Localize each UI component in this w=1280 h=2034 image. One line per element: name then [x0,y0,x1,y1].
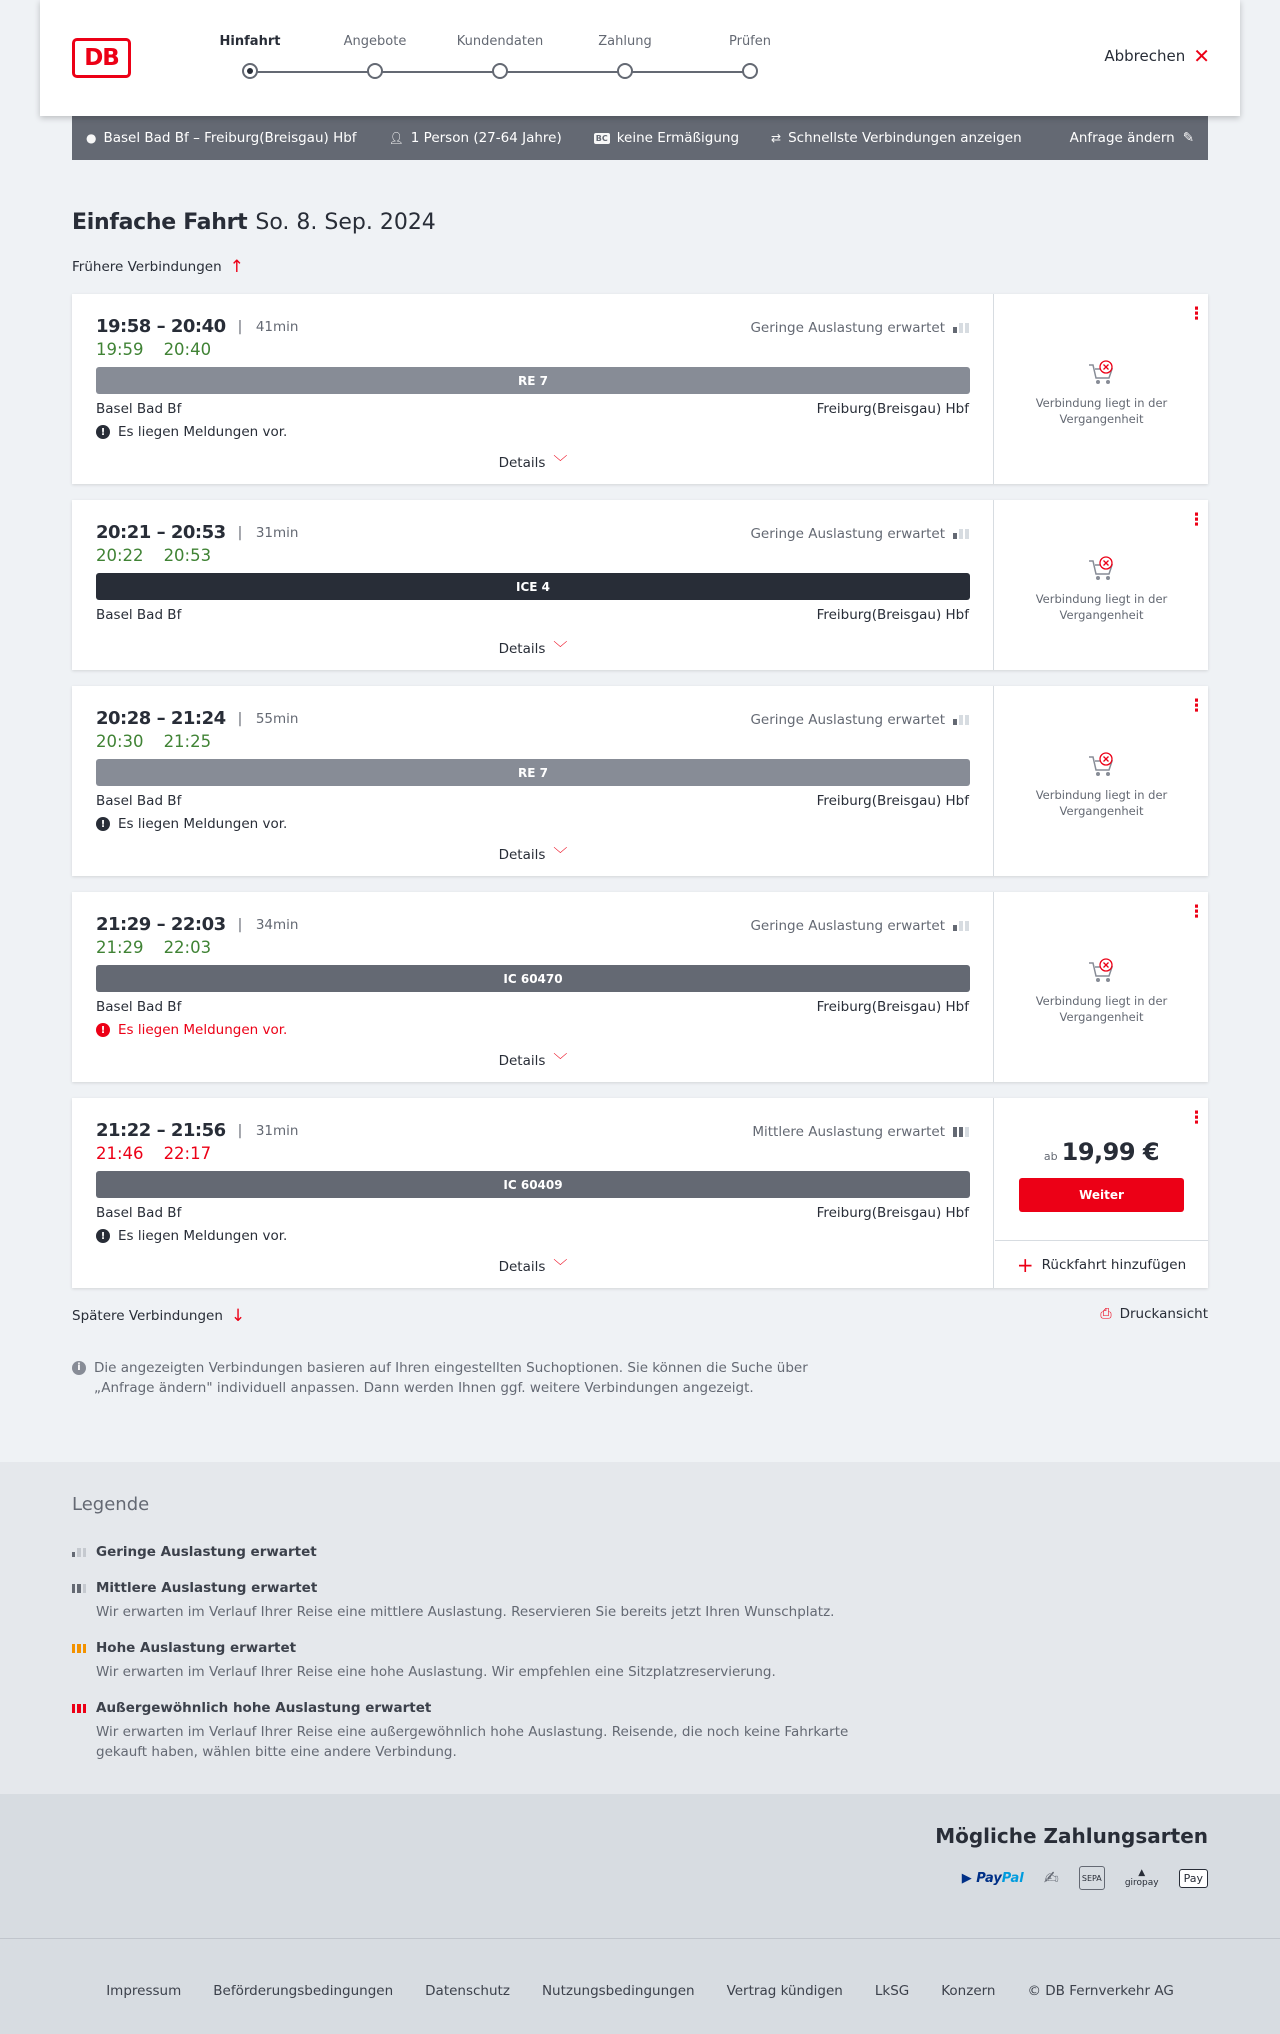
time-range: 20:28 – 21:24 [96,708,226,729]
realtime-times [96,546,231,565]
print-view-link[interactable] [1100,1306,1208,1322]
close-icon: ✕ [1193,44,1210,68]
passenger-text: 1 Person (27-64 Jahre) [410,130,562,146]
chevron-down-icon: ﹀ [553,1259,568,1275]
cart-unavailable-icon [1085,359,1117,387]
train-bar[interactable] [96,367,970,394]
separator: | [237,524,242,541]
load-low-icon [72,1548,86,1557]
pencil-icon: ✎ [1182,130,1194,146]
price-prefix: ab [1043,1150,1058,1163]
realtime-times [96,340,231,359]
load-high-icon [72,1644,86,1653]
details-label: Details [498,1053,546,1069]
past-connection-note: Verbindung liegt in der Vergangenheit [1035,592,1168,622]
notice [96,1022,287,1038]
paypal-icon: ▶ PayPal [961,1870,1024,1886]
legend-item-desc: Wir erwarten im Verlauf Ihrer Reise eine außergewöhnlich hohe Auslastung. Reisende, die noch keine Fahrkarte gekauft haben, wählen bitte eine andere Verbindung. [96,1724,849,1760]
step-pruefen [690,34,810,54]
footer-copyright: © DB Fernverkehr AG [1027,1983,1174,1999]
departure-station: Basel Bad Bf [96,1205,182,1221]
step-label: Angebote [343,34,407,49]
load-indicator-icon [953,1127,969,1137]
footer-link-datenschutz[interactable]: Datenschutz [425,1983,510,1999]
details-label: Details [498,641,546,657]
step-angebote [315,34,435,54]
info-icon: i [72,1361,86,1375]
legend-section [0,1462,1280,1794]
notice-text: Es liegen Meldungen vor. [118,816,288,832]
paypal-text-b: Pal [1001,1870,1024,1886]
arrival-station: Freiburg(Breisgau) Hbf [816,607,969,623]
train-name: IC 60409 [503,1177,563,1192]
load-forecast [750,918,969,934]
step-label: Hinfahrt [219,34,281,49]
step-kundendaten [440,34,560,54]
more-options-icon[interactable]: ⋮ [1188,1108,1205,1128]
change-request-button[interactable] [1070,130,1194,146]
realtime-departure: 19:59 [96,340,144,359]
load-indicator-icon [953,529,969,539]
person-icon: 👤︎ [388,131,404,145]
time-range: 20:21 – 20:53 [96,522,226,543]
load-text: Geringe Auslastung erwartet [750,320,945,336]
arrow-up-icon: ↑ [229,257,244,277]
legend-item-high [72,1640,856,1682]
step-dot [742,63,758,79]
route-text: Basel Bad Bf – Freiburg(Breisgau) Hbf [103,130,357,146]
departure-station: Basel Bad Bf [96,401,182,417]
later-label: Spätere Verbindungen [72,1308,223,1324]
load-very-high-icon [72,1704,86,1713]
footer-link-kuendigen[interactable]: Vertrag kündigen [726,1983,843,1999]
alert-icon: ! [96,425,110,439]
legend-item-title: Mittlere Auslastung erwartet [96,1580,318,1596]
step-zahlung [565,34,685,54]
realtime-times [96,1144,231,1163]
sepa-icon: SEPA [1079,1866,1105,1890]
scheduled-times [96,522,298,543]
separator: | [237,318,242,335]
past-connection-note: Verbindung liegt in der Vergangenheit [1035,396,1168,426]
details-toggle[interactable] [72,452,994,472]
realtime-arrival: 20:40 [163,340,212,359]
time-range: 21:29 – 22:03 [96,914,226,935]
connection-card [72,892,1208,1082]
realtime-departure: 21:29 [96,938,144,957]
footer-link-befoerderung[interactable]: Beförderungsbedingungen [213,1983,394,1999]
details-label: Details [498,1259,546,1275]
info-text: Die angezeigten Verbindungen basieren auf Ihren eingestellten Suchoptionen. Sie können die Suche über „Anfrage ändern" individuell anpassen. Dann werden Ihnen ggf. weitere Verbindungen angezeigt. [94,1360,808,1396]
connection-card [72,686,1208,876]
credit-card-icon: ✍ [1043,1867,1059,1889]
legend-item-title: Hohe Auslastung erwartet [96,1640,297,1656]
chevron-down-icon: ﹀ [553,847,568,863]
arrival-station: Freiburg(Breisgau) Hbf [816,793,969,809]
more-options-icon[interactable]: ⋮ [1188,304,1205,324]
connection-details-area [72,500,994,670]
duration: 34min [255,916,299,933]
offer-area [995,892,1208,1082]
realtime-arrival: 21:25 [163,732,212,751]
details-label: Details [498,455,546,471]
details-toggle[interactable] [72,638,994,658]
earlier-label: Frühere Verbindungen [72,259,222,275]
realtime-times [96,732,231,751]
step-dot [617,63,633,79]
fastest-text: Schnellste Verbindungen anzeigen [788,130,1022,146]
legend-title: Legende [72,1494,150,1515]
chevron-down-icon: ﹀ [553,641,568,657]
legend-item-desc: Wir erwarten im Verlauf Ihrer Reise eine mittlere Auslastung. Reservieren Sie bereits jetzt Ihren Wunschplatz. [96,1604,835,1620]
legend-item-medium [72,1580,856,1622]
notice-text: Es liegen Meldungen vor. [118,1022,288,1038]
site-footer [0,1938,1280,2034]
load-indicator-icon [953,921,969,931]
continue-button[interactable]: Weiter [1019,1178,1184,1212]
train-name: RE 7 [518,765,548,780]
realtime-times [96,938,231,957]
notice [96,816,287,832]
cart-unavailable-icon [1085,555,1117,583]
time-range: 19:58 – 20:40 [96,316,226,337]
connection-card [72,294,1208,484]
footer-link-impressum[interactable]: Impressum [106,1983,182,1999]
connection-card [72,1098,1208,1288]
load-indicator-icon [953,323,969,333]
booking-header [40,0,1240,116]
arrival-station: Freiburg(Breisgau) Hbf [816,999,969,1015]
load-medium-icon [72,1584,86,1593]
connection-details-area [72,686,994,876]
later-connections-link[interactable] [72,1306,245,1326]
scheduled-times [96,914,298,935]
details-toggle[interactable] [72,844,994,864]
info-note [72,1358,852,1398]
cancel-label: Abbrechen [1104,47,1186,65]
load-forecast [750,712,969,728]
arrival-station: Freiburg(Breisgau) Hbf [816,1205,969,1221]
train-bar[interactable] [96,1171,970,1198]
cart-unavailable-icon [1085,751,1117,779]
price-value: 19,99 € [1061,1138,1160,1166]
past-connection-note: Verbindung liegt in der Vergangenheit [1035,994,1168,1024]
past-connection-note: Verbindung liegt in der Vergangenheit [1035,788,1168,818]
payment-methods-section [0,1794,1280,1938]
realtime-arrival: 20:53 [163,546,212,565]
chevron-down-icon: ﹀ [553,1053,568,1069]
load-text: Mittlere Auslastung erwartet [752,1124,945,1140]
departure-station: Basel Bad Bf [96,607,182,623]
add-return-label: Rückfahrt hinzufügen [1041,1256,1187,1273]
swap-icon: ⇄ [771,131,782,145]
duration: 41min [255,318,299,335]
notice [96,1228,287,1244]
route-summary [86,130,357,146]
more-options-icon[interactable]: ⋮ [1188,696,1205,716]
time-range: 21:22 – 21:56 [96,1120,226,1141]
duration: 31min [255,524,299,541]
notice-text: Es liegen Meldungen vor. [118,424,288,440]
realtime-departure: 20:30 [96,732,144,751]
realtime-arrival: 22:17 [163,1144,212,1163]
realtime-departure: 20:22 [96,546,144,565]
connection-details-area [72,294,994,484]
search-summary-bar [72,116,1208,160]
connection-card [72,500,1208,670]
details-label: Details [498,847,546,863]
alert-icon: ! [96,1229,110,1243]
train-name: IC 60470 [503,971,563,986]
legend-item-title: Geringe Auslastung erwartet [96,1544,317,1560]
separator: | [237,916,242,933]
separator: | [237,710,242,727]
offer-area [995,686,1208,876]
more-options-icon[interactable]: ⋮ [1188,510,1205,530]
add-return-button[interactable] [995,1240,1208,1288]
notice [96,424,287,440]
page-title [72,210,436,235]
location-pin-icon: ● [86,131,97,145]
discount-summary [594,130,739,146]
step-label: Prüfen [728,34,771,49]
realtime-arrival: 22:03 [163,938,212,957]
apple-pay-icon [1179,1869,1208,1888]
load-text: Geringe Auslastung erwartet [750,712,945,728]
progress-steps [200,34,771,84]
duration: 31min [255,1122,299,1139]
giropay-icon: ▲ giropay [1124,1868,1159,1888]
connection-details-area [72,1098,994,1288]
step-hinfahrt [190,34,310,54]
bahncard-icon: BC [595,133,608,143]
train-name: ICE 4 [516,579,550,594]
scheduled-times [96,708,298,729]
paypal-text-a: Pay [976,1870,1002,1886]
scheduled-times [96,1120,298,1141]
legend-item-low [72,1544,317,1560]
plus-icon: + [1016,1252,1034,1277]
change-request-label: Anfrage ändern [1069,130,1175,146]
step-dot [367,63,383,79]
scheduled-times [96,316,298,337]
legend-item-very-high [72,1700,856,1762]
footer-link-lksg[interactable]: LkSG [874,1983,910,1999]
step-dot [492,63,508,79]
print-label: Druckansicht [1119,1306,1208,1322]
train-bar[interactable] [96,965,970,992]
discount-text: keine Ermäßigung [616,130,740,146]
departure-station: Basel Bad Bf [96,793,182,809]
alert-icon: ! [96,1023,110,1037]
notice-text: Es liegen Meldungen vor. [118,1228,288,1244]
step-label: Zahlung [598,34,652,49]
trip-date: So. 8. Sep. 2024 [255,210,436,235]
cart-unavailable-icon [1085,957,1117,985]
arrow-down-icon: ↓ [230,1306,246,1326]
step-label: Kundendaten [456,34,544,49]
realtime-departure: 21:46 [96,1144,144,1163]
offer-area [995,294,1208,484]
giropay-text: giropay [1124,1878,1159,1888]
legend-item-title: Außergewöhnlich hohe Auslastung erwartet [96,1700,432,1716]
footer-link-nutzung[interactable]: Nutzungsbedingungen [541,1983,695,1999]
legend-item-desc: Wir erwarten im Verlauf Ihrer Reise eine hohe Auslastung. Wir empfehlen eine Sitzplatzreservierung. [96,1664,776,1680]
payment-title: Mögliche Zahlungsarten [935,1824,1208,1848]
db-logo[interactable]: DB [72,38,131,78]
load-text: Geringe Auslastung erwartet [750,918,945,934]
step-dot [242,63,258,79]
train-bar[interactable] [96,759,970,786]
payment-icons [962,1866,1208,1890]
connection-details-area [72,892,994,1082]
load-forecast [752,1124,969,1140]
chevron-down-icon: ﹀ [553,455,568,471]
footer-link-konzern[interactable]: Konzern [941,1983,996,1999]
alert-icon: ! [96,817,110,831]
duration: 55min [255,710,299,727]
earlier-connections-link[interactable] [72,257,244,277]
printer-icon: ⎙ [1100,1306,1112,1322]
load-forecast [750,320,969,336]
offer-area [995,500,1208,670]
details-toggle[interactable] [72,1050,994,1070]
applepay-text: Pay [1183,1871,1203,1885]
fastest-summary [771,130,1022,146]
separator: | [237,1122,242,1139]
cancel-button[interactable] [1104,44,1210,68]
passenger-summary [389,130,562,146]
more-options-icon[interactable]: ⋮ [1188,902,1205,922]
trip-type: Einfache Fahrt [72,210,248,235]
load-forecast [750,526,969,542]
offer-area [995,1098,1208,1288]
train-bar[interactable] [96,573,970,600]
details-toggle[interactable] [72,1256,994,1276]
price [995,1138,1208,1166]
arrival-station: Freiburg(Breisgau) Hbf [816,401,969,417]
load-text: Geringe Auslastung erwartet [750,526,945,542]
departure-station: Basel Bad Bf [96,999,182,1015]
load-indicator-icon [953,715,969,725]
train-name: RE 7 [518,373,548,388]
